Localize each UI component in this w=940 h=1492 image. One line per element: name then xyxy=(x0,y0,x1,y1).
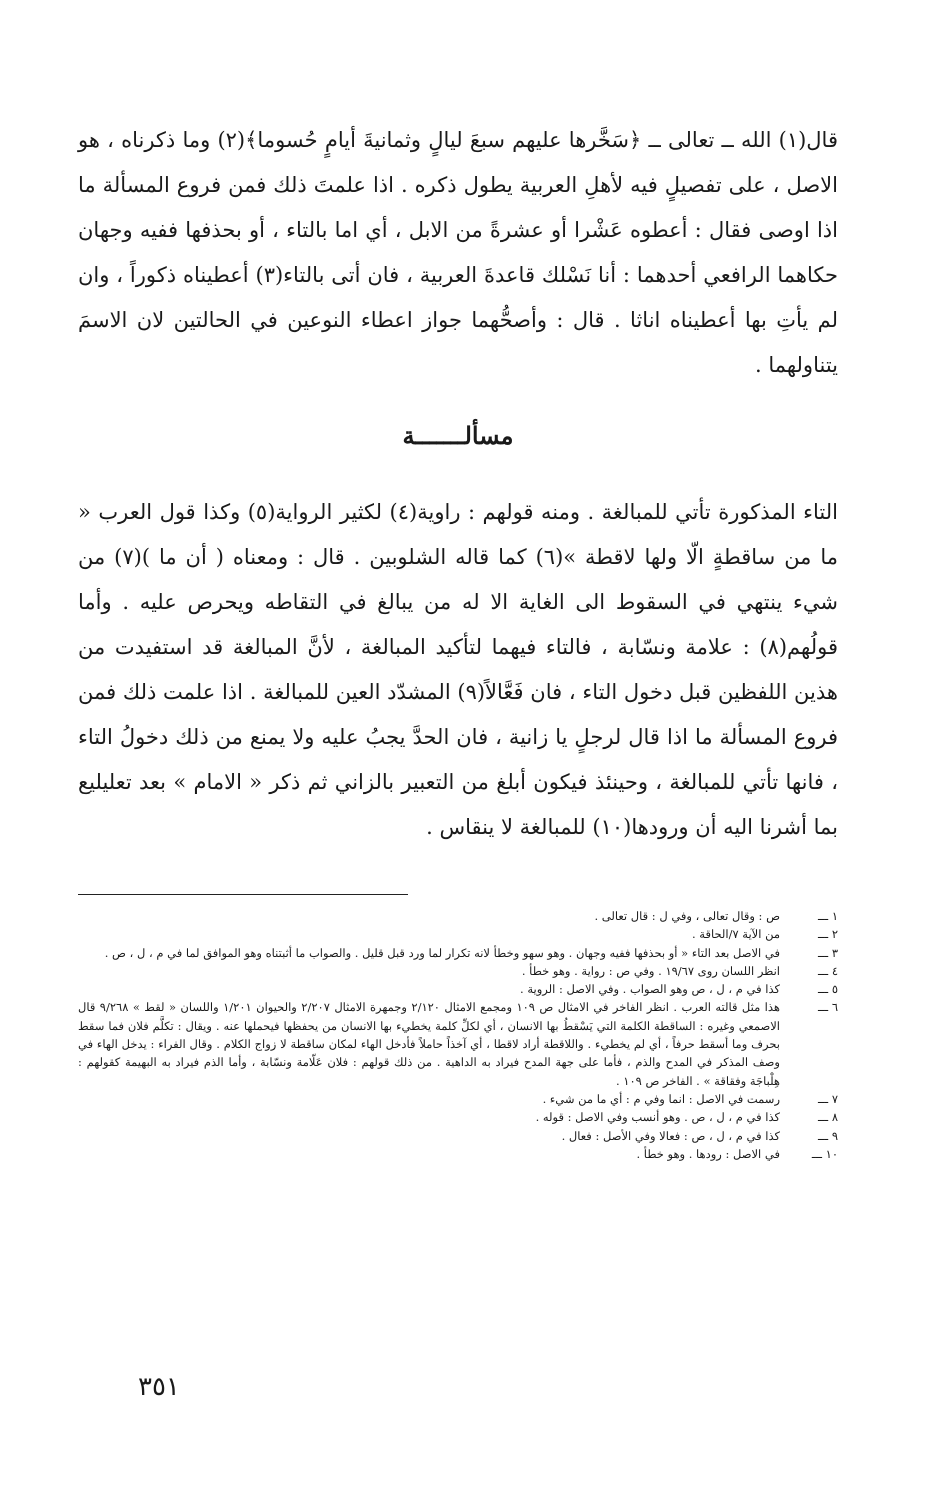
footnote-number: ٩ ـــ xyxy=(818,1128,838,1143)
footnote-text: كذا في م ، ل ، ص . وهو أنسب وفي الاصل : قوله . xyxy=(535,1110,780,1125)
footnote-10 xyxy=(78,1145,838,1163)
footnote-text: ص : وقال تعالى ، وفي ل : قال تعالى . xyxy=(594,909,780,923)
footnote-text: كذا في م ، ل ، ص وهو الصواب . وفي الاصل : الروية . xyxy=(520,982,780,997)
footnote-number: ١٠ ـــ xyxy=(811,1146,838,1161)
footnote-6 xyxy=(78,998,838,1089)
footnote-8 xyxy=(78,1108,838,1126)
page-body xyxy=(78,118,838,1163)
footnote-number: ٢ ـــ xyxy=(818,927,838,942)
footnote-1 xyxy=(78,907,838,925)
paragraph-2: التاء المذكورة تأتي للمبالغة . ومنه قولهم : راوية(٤) لكثير الرواية(٥) وكذا قول العرب « ما من ساقطةٍ الّا ولها لاقطة »(٦) كما قاله الشلوبين . قال : ومعناه ( أن ما )(٧) من شيء ينتهي في السقوط الى الغاية الا له من يبالغ في التقاطه ويحرص عليه . وأما قولُهم(٨) : علامة ونسّابة ، فالتاء فيهما لتأكيد المبالغة ، لأنَّ المبالغة قد استفيدت من هذين اللفظين قبل دخول التاء ، فان فَعَّالاً(٩) المشدّد العين للمبالغة . اذا علمت ذلك فمن فروع المسألة ما اذا قال لرجلٍ يا زانية ، فان الحدَّ يجبُ عليه ولا يمنع من ذلك دخولُ التاء ، فانها تأتي للمبالغة ، وحينئذ فيكون أبلغ من التعبير بالزاني ثم ذكر « الامام » بعد تعليليع بما أشرنا اليه أن ورودها(١٠) للمبالغة لا ينقاس . xyxy=(78,500,839,839)
footnote-number: ٧ ـــ xyxy=(818,1091,838,1106)
footnote-number: ٣ ـــ xyxy=(818,945,838,960)
footnote-number: ٥ ـــ xyxy=(818,982,838,997)
footnote-text: كذا في م ، ل ، ص : فعالا وفي الأصل : فعال . xyxy=(561,1128,780,1143)
footnote-4 xyxy=(78,962,838,980)
section-heading: مسألـــــــة xyxy=(402,421,514,450)
footnote-number: ٨ ـــ xyxy=(818,1110,838,1125)
footnote-text: هذا مثل قالته العرب . انظر الفاخر في الامثال ص ١٠٩ ومجمع الامثال ٢/١٢٠ وجمهرة الامثال ٢/٢٠٧ والحيوان ١/٢٠١ واللسان « لقط » ٩/٢٦٨ قال الاصمعي وغيره : الساقطة الكلمة التي يَسْقطُ بها الانسان ، أي لكلِّ كلمة يخطيء بها الانسان من يحفظها فيحملها عنه . ويقال : تكلَّم فلان فما سقط بحرف وما أسقط حرفاً ، أي لم يخطيء . واللاقطة أراد لاقطا ، أي آخذاً حاملاً فأدخل الهاء لمكان ساقطة لا زواج الكلام . وقال الفراء : يدخل الهاء في وصف المذكر في المدح والذم ، فأما على جهة المدح فيراد به الداهية . من ذلك قولهم : فلان عَلّامة ونسّابة ، وأما الذم فيراد به البهيمة كقولهم : هِلْباجَة وفقاقة » . الفاخر ص ١٠٩ . xyxy=(78,1000,780,1088)
footnote-9 xyxy=(78,1127,838,1145)
footnote-text: انظر اللسان روى ١٩/٦٧ . وفي ص : رواية . وهو خطأ . xyxy=(521,963,780,978)
footnote-text: من الآية ٧/الحاقة . xyxy=(691,927,780,942)
paragraph-1: قال(١) الله ــ تعالى ــ ﴿سَخَّرها عليهم سبعَ ليالٍ وثمانيةَ أيامٍ حُسوما﴾(٢) وما ذكرناه ، هو الاصل ، على تفصيلٍ فيه لأهلِ العربية يطول ذكره . اذا علمتَ ذلك فمن فروع المسألة ما اذا اوصى فقال : أعطوه عَشْرا أو عشرةً من الابل ، أي اما بالتاء ، أو بحذفها ففيه وجهان حكاهما الرافعي أحدهما : أنا نَسْلك قاعدةَ العربية ، فان أتى بالتاء(٣) أعطيناه ذكوراً ، وان لم يأتِ بها أعطيناه اناثا . قال : وأصحُّهما جواز اعطاء النوعين في الحالتين لان الاسمَ يتناولهما . xyxy=(78,128,838,377)
footnote-text: رسمت في الاصل : انما وفي م : أي ما من شيء . xyxy=(542,1091,780,1106)
footnote-text: في الاصل بعد التاء « أو بحذفها ففيه وجهان . وهو سهو وخطأ لانه تكرار لما ورد قبل قليل . والصواب ما أثبتناه وهو الموافق لما في م ، ل ، ص . xyxy=(104,945,780,960)
footnote-number: ١ ـــ xyxy=(818,909,838,923)
footnote-text: في الاصل : رودها . وهو خطأ . xyxy=(636,1146,780,1161)
footnotes xyxy=(78,907,838,1163)
footnote-3 xyxy=(78,944,838,962)
footnote-7 xyxy=(78,1090,838,1108)
footnote-2 xyxy=(78,925,838,943)
footnote-separator xyxy=(78,894,838,895)
footnote-number: ٦ ـــ xyxy=(818,1000,838,1015)
footnote-5 xyxy=(78,980,838,998)
footnote-number: ٤ ـــ xyxy=(818,963,838,978)
page-number: ٣٥١ xyxy=(138,1372,180,1402)
